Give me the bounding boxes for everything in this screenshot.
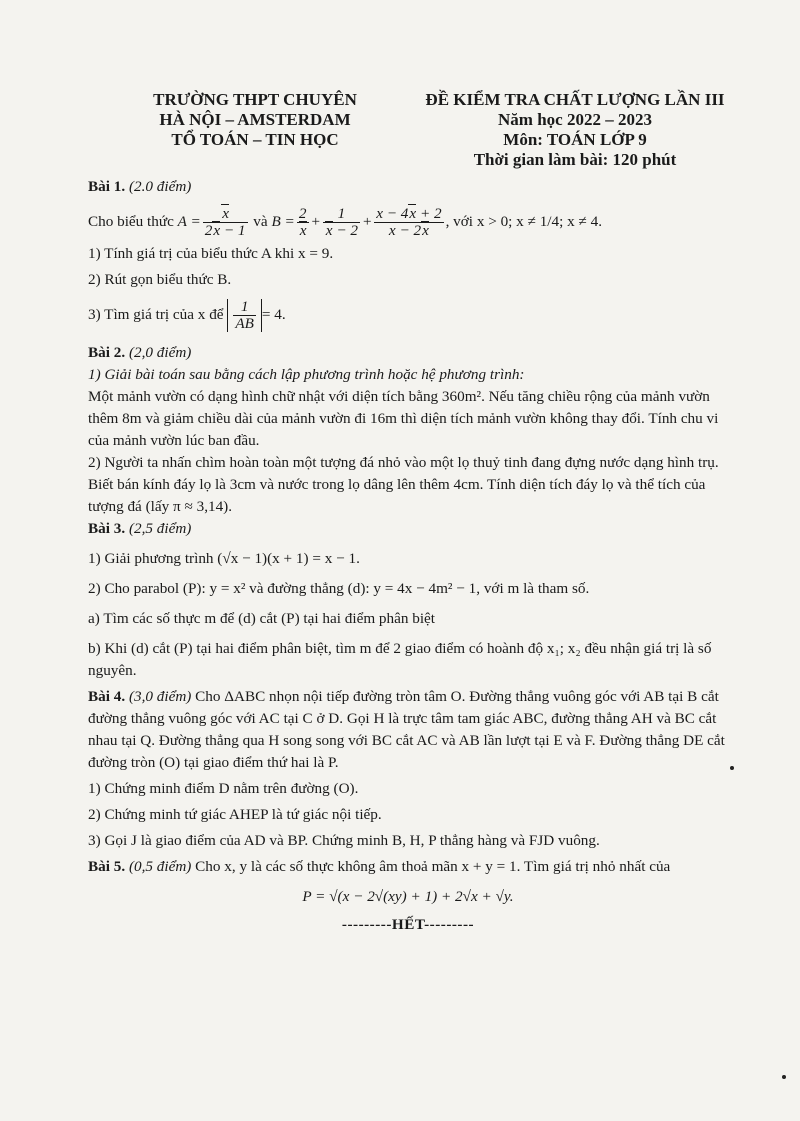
bai1-points: (2.0 điểm) (128, 178, 192, 195)
bai1-and: và (253, 212, 268, 230)
school-name-line-2: HÀ NỘI – AMSTERDAM (159, 110, 351, 129)
bai3-points: (2,5 điểm) (128, 520, 192, 537)
bai2-points: (2,0 điểm) (128, 344, 192, 361)
exam-title: ĐỀ KIỂM TRA CHẤT LƯỢNG LẦN III (425, 90, 725, 109)
bai2-title: Bài 2. (88, 344, 126, 361)
bai5-formula: P = √(x − 2√(xy) + 1) + 2√x + √y. (302, 888, 514, 905)
bai4-q3: 3) Gọi J là giao điểm của AD và BP. Chứng minh B, H, P thẳng hàng và FJD vuông. (88, 832, 600, 849)
exam-header (405, 90, 745, 170)
bai3-title: Bài 3. (88, 520, 126, 537)
school-header (100, 90, 410, 150)
bai5-text: Cho x, y là các số thực không âm thoả mãn x + y = 1. Tìm giá trị nhỏ nhất của (195, 858, 671, 875)
bai4-text: Cho ΔABC nhọn nội tiếp đường tròn tâm O. Đường thẳng vuông góc với AB tại B cắt đường thẳng vuông góc với AC tại C ở D. Gọi H là trực tâm tam giác ABC, đường thẳng AH và BC cắt nhau tại Q. Đường thẳng qua H song song với BC cắt AC và AB lần lượt tại E và F. Đường thẳng DE cắt đường tròn (O) tại giao điểm thứ hai là P. (88, 688, 725, 771)
bai2-heading (88, 342, 728, 364)
subject: Môn: TOÁN LỚP 9 (503, 130, 647, 149)
scan-dot (782, 1075, 786, 1079)
bai1-q3-post: = 4. (261, 305, 286, 323)
duration: Thời gian làm bài: 120 phút (473, 150, 677, 169)
end-marker: ---------HẾT--------- (341, 916, 475, 933)
bai1-title: Bài 1. (88, 178, 126, 195)
expr-b: B = $\frac{2}{x}$ + $\frac{1}{x - 2}$ + $\frac{x - 4x + 2}{x - 2x}$ (271, 205, 442, 239)
bai4-paragraph (88, 686, 728, 774)
bai1-condition: , với x > 0; x ≠ 1/4; x ≠ 4. (445, 212, 603, 230)
bai3-q1: 1) Giải phương trình (√x − 1)(x + 1) = x − 1. (88, 550, 360, 567)
bai1-q3-pre: 3) Tìm giá trị của x để (88, 305, 224, 323)
abs-fraction: $\frac{1}{AB}$ (227, 299, 262, 332)
bai1-q3 (88, 299, 728, 332)
bai5-title: Bài 5. (88, 858, 126, 875)
scan-dot (730, 766, 734, 770)
bai1-expression (88, 206, 728, 239)
bai1-intro: Cho biểu thức (88, 212, 174, 230)
bai4-title: Bài 4. (88, 688, 126, 705)
bai3-q2: 2) Cho parabol (P): y = x² và đường thẳng (d): y = 4x − 4m² − 1, với m là tham số. (88, 580, 590, 597)
bai2-q1-intro: 1) Giải bài toán sau bằng cách lập phương trình hoặc hệ phương trình: (88, 366, 525, 383)
department-name: TỔ TOÁN – TIN HỌC (171, 130, 339, 149)
bai5-paragraph (88, 856, 728, 878)
bai4-points: (3,0 điểm) (128, 688, 192, 705)
bai4-q2: 2) Chứng minh tứ giác AHEP là tứ giác nội tiếp. (88, 806, 382, 823)
bai1-q2: 2) Rút gọn biểu thức B. (88, 271, 232, 288)
expr-a: A = $\frac{x}{2x - 1}$ (177, 205, 246, 239)
exam-content (88, 176, 728, 936)
bai3-heading (88, 518, 728, 540)
bai1-heading (88, 176, 728, 198)
bai5-points: (0,5 điểm) (128, 858, 192, 875)
bai2-q2-text: 2) Người ta nhấn chìm hoàn toàn một tượng đá nhỏ vào một lọ thuỷ tinh đang đựng nước dạng hình trụ. Biết bán kính đáy lọ là 3cm và nước trong lọ dâng lên thêm 4cm. Tính diện tích đáy lọ và thể tích của tượng đá (lấy π ≈ 3,14). (88, 454, 719, 515)
bai1-q1: 1) Tính giá trị của biểu thức A khi x = 9. (88, 245, 334, 262)
bai2-q1-text: Một mảnh vườn có dạng hình chữ nhật với diện tích bằng 360m². Nếu tăng chiều rộng của mảnh vườn thêm 8m và giảm chiều dài của mảnh vườn đi 16m thì diện tích mảnh vườn không thay đổi. Tính chu vi của mảnh vườn lúc ban đầu. (88, 388, 719, 449)
bai4-q1: 1) Chứng minh điểm D nằm trên đường (O). (88, 780, 359, 797)
bai3-qb: b) Khi (d) cắt (P) tại hai điểm phân biệt, tìm m để 2 giao điểm có hoành độ x₁; x₂ đều nhận giá trị là số nguyên. (88, 640, 712, 679)
school-year: Năm học 2022 – 2023 (498, 110, 652, 129)
bai3-qa: a) Tìm các số thực m để (d) cắt (P) tại hai điểm phân biệt (88, 610, 436, 627)
school-name-line-1: TRƯỜNG THPT CHUYÊN (153, 90, 357, 109)
